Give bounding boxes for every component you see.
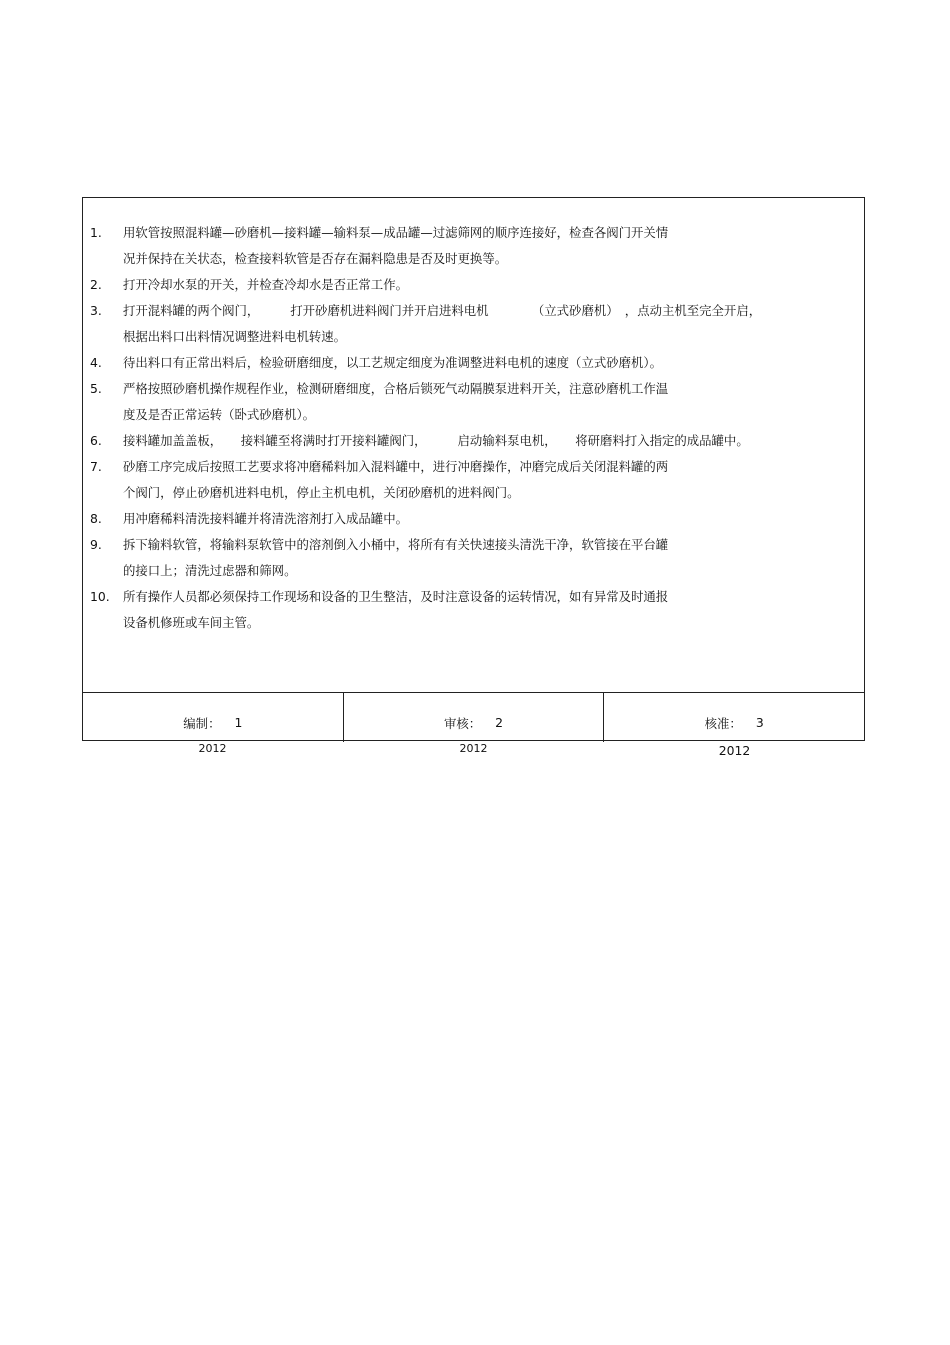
procedure-table	[82, 197, 865, 741]
step-list	[83, 198, 864, 692]
step-line: 度及是否正常运转（卧式砂磨机）。	[123, 407, 316, 422]
step-number: 10.	[90, 589, 110, 604]
step-line: 打开冷却水泵的开关，并检查冷却水是否正常工作。	[123, 277, 408, 292]
step-line: 的接口上；清洗过虑器和筛网。	[123, 563, 297, 578]
step-item	[83, 220, 864, 272]
step-text	[123, 220, 834, 272]
signoff-prepared	[83, 693, 343, 742]
step-item	[83, 350, 864, 376]
step-text	[123, 454, 834, 506]
step-text	[123, 506, 834, 532]
step-line: 用冲磨稀料清洗接料罐并将清洗溶剂打入成品罐中。	[123, 511, 408, 526]
step-line: 用软管按照混料罐—砂磨机—接料罐—输料泵—成品罐—过滤筛网的顺序连接好，检查各阀门开关情	[123, 225, 669, 240]
step-line: 个阀门，停止砂磨机进料电机，停止主机电机，关闭砂磨机的进料阀门。	[123, 485, 520, 500]
step-item	[83, 376, 864, 428]
step-text	[123, 428, 834, 454]
step-number: 6.	[90, 433, 102, 448]
signoff-approved	[603, 693, 864, 742]
signoff-value: 1	[234, 715, 243, 730]
step-line: 接料罐加盖盖板， 接料罐至将满时打开接料罐阀门， 启动输料泵电机， 将研磨料打入指定的成品罐中。	[123, 433, 749, 448]
step-number: 8.	[90, 511, 102, 526]
step-line: 况并保持在关状态，检查接料软管是否存在漏料隐患是否及时更换等。	[123, 251, 508, 266]
step-text	[123, 376, 834, 428]
signoff-value: 2	[495, 715, 504, 730]
signoff-years	[82, 741, 865, 761]
step-text	[123, 298, 834, 350]
step-item	[83, 532, 864, 584]
step-text	[123, 532, 834, 584]
signoff-row	[83, 692, 864, 742]
step-item	[83, 428, 864, 454]
year-reviewed: 2012	[459, 742, 488, 755]
step-number: 3.	[90, 303, 102, 318]
step-number: 9.	[90, 537, 102, 552]
signoff-reviewed	[343, 693, 604, 742]
step-number: 5.	[90, 381, 102, 396]
signoff-label: 审核：	[443, 715, 482, 731]
step-line: 砂磨工序完成后按照工艺要求将冲磨稀料加入混料罐中，进行冲磨操作，冲磨完成后关闭混料罐的两	[123, 459, 669, 474]
step-line: 拆下输料软管，将输料泵软管中的溶剂倒入小桶中，将所有有关快速接头清洗干净，软管接在平台罐	[123, 537, 669, 552]
step-line: 待出料口有正常出料后，检验研磨细度，以工艺规定细度为准调整进料电机的速度（立式砂磨机）。	[123, 355, 662, 370]
step-number: 7.	[90, 459, 102, 474]
step-line: 根据出料口出料情况调整进料电机转速。	[123, 329, 347, 344]
step-item	[83, 454, 864, 506]
step-number: 1.	[90, 225, 102, 240]
year-approved: 2012	[718, 743, 751, 758]
step-line: 严格按照砂磨机操作规程作业，检测研磨细度，合格后锁死气动隔膜泵进料开关，注意砂磨机工作温	[123, 381, 669, 396]
step-number: 4.	[90, 355, 102, 370]
signoff-label: 编制：	[183, 715, 221, 731]
step-text	[123, 584, 834, 636]
step-item	[83, 272, 864, 298]
step-item	[83, 298, 864, 350]
signoff-value: 3	[755, 715, 764, 730]
step-number: 2.	[90, 277, 102, 292]
step-text	[123, 350, 834, 376]
step-line: 打开混料罐的两个阀门， 打开砂磨机进料阀门并开启进料电机 （立式砂磨机） ，点动主机至完全开启，	[123, 303, 762, 318]
step-item	[83, 584, 864, 636]
step-line: 设备机修班或车间主管。	[123, 615, 260, 630]
step-text	[123, 272, 834, 298]
step-line: 所有操作人员都必须保持工作现场和设备的卫生整洁，及时注意设备的运转情况，如有异常及时通报	[123, 589, 669, 604]
step-item	[83, 506, 864, 532]
year-prepared: 2012	[198, 742, 227, 755]
signoff-label: 核准：	[704, 715, 742, 731]
